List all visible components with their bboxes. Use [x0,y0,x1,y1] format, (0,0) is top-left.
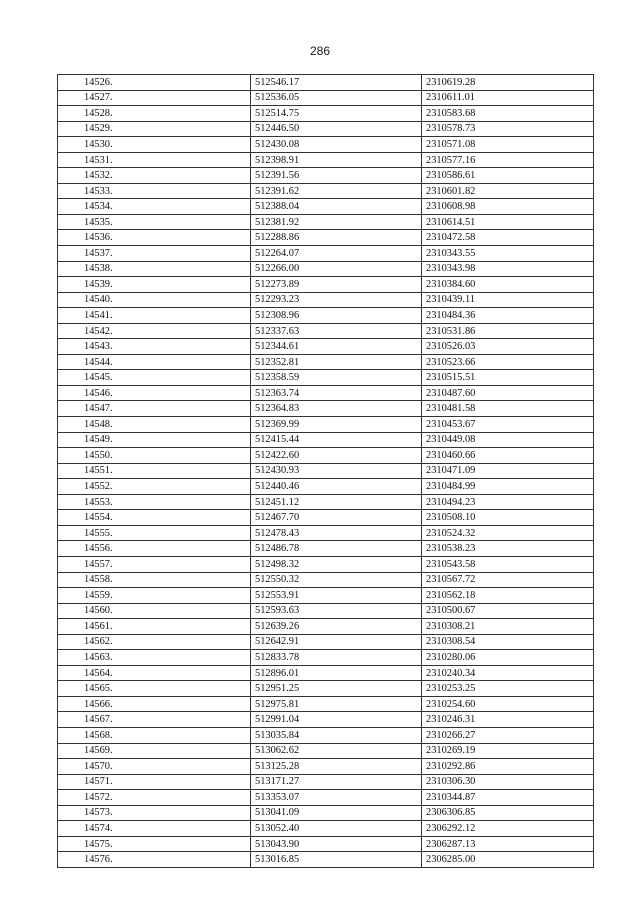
point-id-cell: 14557. [58,556,251,572]
table-row [58,743,594,759]
table-row [58,214,594,230]
table-row [58,90,594,106]
y-coordinate-cell: 2310449.08 [422,432,594,448]
table-row [58,790,594,806]
table-row [58,805,594,821]
x-coordinate-cell: 512391.56 [251,168,422,184]
y-coordinate-cell: 2306306.85 [422,805,594,821]
table-row [58,510,594,526]
x-coordinate-cell: 512266.00 [251,261,422,277]
y-coordinate-cell: 2310254.60 [422,696,594,712]
x-coordinate-cell: 512364.83 [251,401,422,417]
point-id-cell: 14529. [58,121,251,137]
y-coordinate-cell: 2310577.16 [422,152,594,168]
x-coordinate-cell: 512550.32 [251,572,422,588]
y-coordinate-cell: 2310266.27 [422,727,594,743]
x-coordinate-cell: 512363.74 [251,385,422,401]
point-id-cell: 14545. [58,370,251,386]
x-coordinate-cell: 512639.26 [251,619,422,635]
x-coordinate-cell: 512467.70 [251,510,422,526]
x-coordinate-cell: 512430.08 [251,137,422,153]
y-coordinate-cell: 2310472.58 [422,230,594,246]
point-id-cell: 14559. [58,588,251,604]
y-coordinate-cell: 2310343.98 [422,261,594,277]
y-coordinate-cell: 2310481.58 [422,401,594,417]
point-id-cell: 14533. [58,183,251,199]
point-id-cell: 14549. [58,432,251,448]
point-id-cell: 14562. [58,634,251,650]
table-row [58,152,594,168]
x-coordinate-cell: 513353.07 [251,790,422,806]
table-row [58,479,594,495]
page-number: 286 [309,44,331,58]
point-id-cell: 14573. [58,805,251,821]
table-row [58,246,594,262]
table-row [58,401,594,417]
x-coordinate-cell: 512369.99 [251,417,422,433]
table-row [58,541,594,557]
y-coordinate-cell: 2310292.86 [422,759,594,775]
point-id-cell: 14569. [58,743,251,759]
point-id-cell: 14554. [58,510,251,526]
table-row [58,634,594,650]
table-row [58,727,594,743]
y-coordinate-cell: 2310583.68 [422,106,594,122]
table-row [58,277,594,293]
x-coordinate-cell: 512546.17 [251,75,422,91]
point-id-cell: 14551. [58,463,251,479]
point-id-cell: 14544. [58,354,251,370]
x-coordinate-cell: 512422.60 [251,448,422,464]
table-row [58,385,594,401]
table-row [58,75,594,91]
coordinates-table [57,74,594,868]
point-id-cell: 14534. [58,199,251,215]
y-coordinate-cell: 2310306.30 [422,774,594,790]
y-coordinate-cell: 2310562.18 [422,588,594,604]
y-coordinate-cell: 2306292.12 [422,821,594,837]
x-coordinate-cell: 512536.05 [251,90,422,106]
table-row [58,525,594,541]
y-coordinate-cell: 2310494.23 [422,494,594,510]
x-coordinate-cell: 513171.27 [251,774,422,790]
point-id-cell: 14537. [58,246,251,262]
coordinates-table-body [58,75,594,868]
point-id-cell: 14536. [58,230,251,246]
y-coordinate-cell: 2310471.09 [422,463,594,479]
x-coordinate-cell: 512398.91 [251,152,422,168]
y-coordinate-cell: 2310608.98 [422,199,594,215]
table-row [58,494,594,510]
x-coordinate-cell: 512288.86 [251,230,422,246]
point-id-cell: 14567. [58,712,251,728]
point-id-cell: 14563. [58,650,251,666]
x-coordinate-cell: 512430.93 [251,463,422,479]
y-coordinate-cell: 2310343.55 [422,246,594,262]
y-coordinate-cell: 2310500.67 [422,603,594,619]
y-coordinate-cell: 2310484.99 [422,479,594,495]
y-coordinate-cell: 2310308.21 [422,619,594,635]
point-id-cell: 14561. [58,619,251,635]
x-coordinate-cell: 512388.04 [251,199,422,215]
table-row [58,665,594,681]
point-id-cell: 14532. [58,168,251,184]
x-coordinate-cell: 513125.28 [251,759,422,775]
table-row [58,619,594,635]
point-id-cell: 14528. [58,106,251,122]
x-coordinate-cell: 512344.61 [251,339,422,355]
y-coordinate-cell: 2310439.11 [422,292,594,308]
point-id-cell: 14546. [58,385,251,401]
table-row [58,603,594,619]
table-row [58,556,594,572]
x-coordinate-cell: 512440.46 [251,479,422,495]
point-id-cell: 14543. [58,339,251,355]
y-coordinate-cell: 2310523.66 [422,354,594,370]
table-row [58,572,594,588]
table-row [58,650,594,666]
point-id-cell: 14574. [58,821,251,837]
table-row [58,588,594,604]
table-row [58,292,594,308]
point-id-cell: 14568. [58,727,251,743]
point-id-cell: 14555. [58,525,251,541]
x-coordinate-cell: 512415.44 [251,432,422,448]
table-row [58,168,594,184]
y-coordinate-cell: 2310586.61 [422,168,594,184]
table-row [58,121,594,137]
point-id-cell: 14575. [58,836,251,852]
table-row [58,836,594,852]
point-id-cell: 14542. [58,323,251,339]
y-coordinate-cell: 2310508.10 [422,510,594,526]
y-coordinate-cell: 2310524.32 [422,525,594,541]
table-row [58,106,594,122]
x-coordinate-cell: 513052.40 [251,821,422,837]
point-id-cell: 14552. [58,479,251,495]
table-row [58,261,594,277]
table-row [58,696,594,712]
table-row [58,681,594,697]
y-coordinate-cell: 2310460.66 [422,448,594,464]
y-coordinate-cell: 2310308.54 [422,634,594,650]
point-id-cell: 14576. [58,852,251,868]
point-id-cell: 14530. [58,137,251,153]
point-id-cell: 14560. [58,603,251,619]
point-id-cell: 14547. [58,401,251,417]
x-coordinate-cell: 512975.81 [251,696,422,712]
table-row [58,230,594,246]
y-coordinate-cell: 2310571.08 [422,137,594,153]
table-row [58,417,594,433]
table-row [58,323,594,339]
x-coordinate-cell: 513016.85 [251,852,422,868]
point-id-cell: 14571. [58,774,251,790]
x-coordinate-cell: 513035.84 [251,727,422,743]
table-row [58,774,594,790]
x-coordinate-cell: 512293.23 [251,292,422,308]
x-coordinate-cell: 512352.81 [251,354,422,370]
table-row [58,354,594,370]
point-id-cell: 14553. [58,494,251,510]
table-row [58,199,594,215]
x-coordinate-cell: 512337.63 [251,323,422,339]
y-coordinate-cell: 2310567.72 [422,572,594,588]
table-row [58,308,594,324]
x-coordinate-cell: 512553.91 [251,588,422,604]
point-id-cell: 14550. [58,448,251,464]
table-row [58,339,594,355]
table-row [58,432,594,448]
y-coordinate-cell: 2310487.60 [422,385,594,401]
x-coordinate-cell: 512358.59 [251,370,422,386]
x-coordinate-cell: 512593.63 [251,603,422,619]
point-id-cell: 14548. [58,417,251,433]
x-coordinate-cell: 512391.62 [251,183,422,199]
point-id-cell: 14541. [58,308,251,324]
y-coordinate-cell: 2310611.01 [422,90,594,106]
y-coordinate-cell: 2310578.73 [422,121,594,137]
point-id-cell: 14558. [58,572,251,588]
table-row [58,183,594,199]
y-coordinate-cell: 2310280.06 [422,650,594,666]
x-coordinate-cell: 512951.25 [251,681,422,697]
x-coordinate-cell: 512308.96 [251,308,422,324]
x-coordinate-cell: 512991.04 [251,712,422,728]
table-row [58,463,594,479]
x-coordinate-cell: 512498.32 [251,556,422,572]
y-coordinate-cell: 2310240.34 [422,665,594,681]
y-coordinate-cell: 2310601.82 [422,183,594,199]
x-coordinate-cell: 512264.07 [251,246,422,262]
x-coordinate-cell: 512486.78 [251,541,422,557]
y-coordinate-cell: 2306287.13 [422,836,594,852]
table-row [58,821,594,837]
x-coordinate-cell: 512896.01 [251,665,422,681]
y-coordinate-cell: 2310269.19 [422,743,594,759]
x-coordinate-cell: 513062.62 [251,743,422,759]
x-coordinate-cell: 513043.90 [251,836,422,852]
y-coordinate-cell: 2310614.51 [422,214,594,230]
x-coordinate-cell: 512478.43 [251,525,422,541]
point-id-cell: 14527. [58,90,251,106]
point-id-cell: 14570. [58,759,251,775]
y-coordinate-cell: 2310531.86 [422,323,594,339]
point-id-cell: 14566. [58,696,251,712]
x-coordinate-cell: 513041.09 [251,805,422,821]
y-coordinate-cell: 2310253.25 [422,681,594,697]
point-id-cell: 14538. [58,261,251,277]
point-id-cell: 14556. [58,541,251,557]
y-coordinate-cell: 2310538.23 [422,541,594,557]
point-id-cell: 14564. [58,665,251,681]
y-coordinate-cell: 2310543.58 [422,556,594,572]
table-row [58,370,594,386]
y-coordinate-cell: 2310619.28 [422,75,594,91]
y-coordinate-cell: 2310484.36 [422,308,594,324]
x-coordinate-cell: 512273.89 [251,277,422,293]
y-coordinate-cell: 2310384.60 [422,277,594,293]
point-id-cell: 14531. [58,152,251,168]
table-row [58,852,594,868]
y-coordinate-cell: 2310246.31 [422,712,594,728]
x-coordinate-cell: 512381.92 [251,214,422,230]
y-coordinate-cell: 2306285.00 [422,852,594,868]
y-coordinate-cell: 2310526.03 [422,339,594,355]
x-coordinate-cell: 512833.78 [251,650,422,666]
x-coordinate-cell: 512451.12 [251,494,422,510]
table-row [58,448,594,464]
point-id-cell: 14526. [58,75,251,91]
point-id-cell: 14539. [58,277,251,293]
y-coordinate-cell: 2310344.87 [422,790,594,806]
point-id-cell: 14565. [58,681,251,697]
table-row [58,759,594,775]
y-coordinate-cell: 2310515.51 [422,370,594,386]
point-id-cell: 14540. [58,292,251,308]
table-row [58,712,594,728]
y-coordinate-cell: 2310453.67 [422,417,594,433]
x-coordinate-cell: 512446.50 [251,121,422,137]
x-coordinate-cell: 512514.75 [251,106,422,122]
point-id-cell: 14535. [58,214,251,230]
table-row [58,137,594,153]
x-coordinate-cell: 512642.91 [251,634,422,650]
point-id-cell: 14572. [58,790,251,806]
